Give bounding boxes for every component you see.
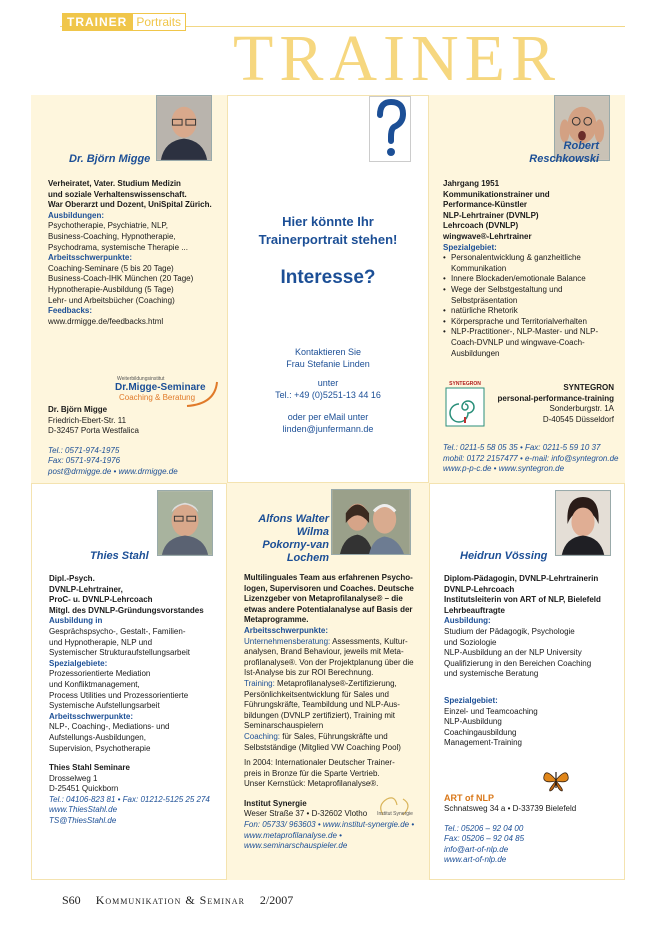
paragraph-text: Metaprofilanalyse®-Zertifizierung, Persönlichkeitsentwicklung für Sales und Führungskräfte, Teambildung und NLP-Aus-bildungen (DVNLP zertifiziert), Training mit Seminarschauspielern xyxy=(244,678,400,731)
contact-line[interactable]: www.seminarschauspieler.de xyxy=(244,841,348,851)
address-line: personal-performance-training xyxy=(497,393,614,403)
section-heading: Spezialgebiet: xyxy=(443,242,497,252)
intro-line: Performance-Künstler xyxy=(443,200,528,210)
text-line: Unser Kernstück: Metaprofilanalyse®. xyxy=(244,779,379,789)
text-line: NLP-, Coaching-, Mediations- und xyxy=(49,722,170,732)
address-line: Institut Synergie xyxy=(244,798,307,808)
trainer-last-name: Reschkowski xyxy=(529,153,599,165)
keyword: Training: xyxy=(244,678,275,688)
text-line: Coaching-Seminare (5 bis 20 Tage) xyxy=(48,263,174,273)
intro-line: logen, Supervisoren und Coaches. Deutsche xyxy=(244,583,414,593)
list-item: • Wege der Selbstgestaltung und Selbstpräsentation xyxy=(443,285,618,306)
intro-line: Verheiratet, Vater. Studium Medizin xyxy=(48,179,181,188)
page-footer xyxy=(62,893,305,908)
text-line: Hypnotherapie-Ausbildung (5 Tage) xyxy=(48,284,174,294)
contact-line[interactable]: www.p-p-c.de • www.syntegron.de xyxy=(443,464,565,474)
section-heading: Ausbildung in xyxy=(49,616,103,626)
intro-line: Metaprogramme. xyxy=(244,615,309,625)
trainer-names xyxy=(237,513,329,565)
trainer-name: Lochem xyxy=(286,552,329,564)
section-heading: Ausbildungen: xyxy=(48,210,104,220)
logo-text: SYNTEGRON xyxy=(449,381,481,387)
contact-line: Tel.: 05206 – 92 04 00 xyxy=(444,823,524,833)
badge-portraits: Portraits xyxy=(132,13,186,31)
text-line: Qualifizierung in den Bereichen Coaching xyxy=(444,658,592,668)
intro-line: Mitgl. des DVNLP-Gründungsvorstandes xyxy=(49,605,204,615)
text-line: In 2004: Internationaler Deutscher Trainer- xyxy=(244,758,395,768)
trainer-name: Thies Stahl xyxy=(90,550,149,562)
text-line: Psychodrama, systemische Therapie ... xyxy=(48,242,188,252)
portrait-photo xyxy=(156,95,212,161)
ad-email[interactable]: linden@junfermann.de xyxy=(282,424,374,434)
feedback-link[interactable]: www.drmigge.de/feedbacks.html xyxy=(48,316,164,326)
trainer-name: Alfons Walter xyxy=(258,513,329,525)
address-block xyxy=(444,792,624,866)
paragraph xyxy=(244,637,424,679)
paragraph-text: Assessments, Kultur-analysen, Brand Behaviour, jeweils mit Meta-profilanalyse®. Von der Projektplanung über die Ist-Analyse bis zur ROI Berechnung. xyxy=(244,636,414,678)
address-line: Weser Straße 37 • D-32602 Vlotho xyxy=(244,809,368,819)
address-line: Drosselweg 1 xyxy=(49,773,98,783)
ad-contact-person: Frau Stefanie Linden xyxy=(286,359,370,369)
text-line: Einzel- und Teamcoaching xyxy=(444,706,538,716)
org-name: ART of NLP xyxy=(444,793,494,803)
paragraph xyxy=(244,679,424,732)
paragraph-text: für Sales, Führungskräfte und Selbstständige (Mitglied VW Coaching Pool) xyxy=(244,731,401,752)
address-line: Dr. Björn Migge xyxy=(48,405,108,414)
badge-trainer: TRAINER xyxy=(62,13,132,31)
text-line: und Konfliktmanagement, xyxy=(49,679,140,689)
section-heading: Spezialgebiet: xyxy=(444,695,498,705)
keyword: Coaching: xyxy=(244,731,281,741)
contact-block xyxy=(443,443,623,475)
ad-contact-5: oder per eMail unter xyxy=(287,412,369,422)
card-body xyxy=(443,179,618,359)
intro-line: DVNLP-Lehrtrainer, xyxy=(49,584,123,594)
ad-headline-1: Hier könnte Ihr xyxy=(282,214,374,229)
card-body xyxy=(49,574,227,827)
trainer-name: Pokorny-van xyxy=(262,539,329,551)
section-badge xyxy=(62,13,186,31)
trainer-card-migge xyxy=(31,95,227,483)
page-number: S60 xyxy=(62,893,81,907)
spiral-icon xyxy=(445,387,485,427)
list-item: • natürliche Rhetorik xyxy=(443,306,618,317)
list-item: • Körpersprache und Territorialverhalten xyxy=(443,317,618,328)
trainer-first-name: Robert xyxy=(563,140,599,152)
trainer-card-voessing xyxy=(429,483,625,880)
text-line: Systemischer Strukturaufstellungsarbeit xyxy=(49,648,190,658)
address-line: Thies Stahl Seminare xyxy=(49,763,130,773)
paragraph xyxy=(244,732,424,753)
text-line: und Hypnotherapie, NLP und xyxy=(49,637,153,647)
section-heading: Arbeitsschwerpunkte: xyxy=(244,625,329,635)
intro-line: War Oberarzt und Dozent, UniSpital Zürich. xyxy=(48,200,212,210)
text-line: Coachingausbildung xyxy=(444,727,517,737)
contact-line[interactable]: post@drmigge.de • www.drmigge.de xyxy=(48,466,178,476)
text-line: Business-Coach-IHK München (20 Tage) xyxy=(48,274,194,284)
intro-line: Lehrcoach (DVNLP) xyxy=(443,221,519,231)
portrait-photo xyxy=(157,490,213,556)
address-line: Friedrich-Ebert-Str. 11 xyxy=(48,415,127,425)
contact-line: Tel.: 04106-823 81 • Fax: 01212-5125 25 274 xyxy=(49,794,210,804)
advertisement-card xyxy=(227,95,429,483)
address-block xyxy=(48,405,223,478)
ad-contact-3: unter xyxy=(317,378,339,388)
intro-line: Lizenzgeber von Metaprofilanalyse® – die xyxy=(244,594,403,604)
contact-line[interactable]: mobil: 0172 2157477 • e-mail: info@syntegron.de xyxy=(443,453,619,463)
ad-contact-1: Kontaktieren Sie xyxy=(294,347,362,357)
card-body xyxy=(444,574,624,749)
text-line: preis in Bronze für die Sparte Vertrieb. xyxy=(244,768,380,778)
text-line: Gesprächspsycho-, Gestalt-, Familien- xyxy=(49,626,186,636)
keyword: Unternehmensberatung: xyxy=(244,636,331,646)
section-heading: Arbeitsschwerpunkte: xyxy=(49,711,134,721)
intro-line: Dipl.-Psych. xyxy=(49,574,95,583)
contact-line[interactable]: www.metaprofilanalyse.de • xyxy=(244,830,342,840)
intro-line: Institutsleiterin von ART of NLP, Bielefeld xyxy=(444,595,601,605)
contact-line[interactable]: info@art-of-nlp.de xyxy=(444,844,509,854)
address-line: SYNTEGRON xyxy=(563,383,614,392)
contact-line[interactable]: www.art-of-nlp.de xyxy=(444,855,507,865)
list-item: • Innere Blockaden/emotionale Balance xyxy=(443,274,618,285)
intro-line: NLP-Lehrtrainer (DVNLP) xyxy=(443,210,539,220)
logo-sub-text: Coaching & Beratung xyxy=(119,393,196,402)
intro-line: etwas andere Potentialanalyse auf Basis der xyxy=(244,604,413,614)
address-line: Schnatsweg 34 a • D-33739 Bielefeld xyxy=(444,804,577,813)
text-line: Prozessorientierte Mediation xyxy=(49,669,151,679)
magazine-name: Kommunikation & Seminar xyxy=(95,893,245,907)
list-item: • Personalentwicklung & ganzheitliche Kommunikation xyxy=(443,253,618,274)
ad-interesse: Interesse? xyxy=(280,267,376,288)
page-title: TRAINER xyxy=(233,22,561,95)
intro-line: ProC- u. DVNLP-Lehrcoach xyxy=(49,595,153,605)
portrait-photo xyxy=(331,489,411,555)
card-body xyxy=(48,179,223,327)
section-heading: Spezialgebiete: xyxy=(49,658,108,668)
trainer-name: Heidrun Vössing xyxy=(460,550,548,562)
section-heading: Arbeitsschwerpunkte: xyxy=(48,253,133,263)
trainer-name: Wilma xyxy=(296,526,329,538)
question-mark-icon xyxy=(369,96,411,162)
section-heading: Ausbildung: xyxy=(444,616,491,626)
contact-line: Tel.: 0211-5 58 05 35 • Fax: 0211-5 59 10 37 xyxy=(443,443,601,452)
text-line: Process Utilities und Prozessorientierte xyxy=(49,690,189,700)
address-line: Sonderburgstr. 1A xyxy=(549,404,614,414)
intro-line: und soziale Verhaltenswissenschaft. xyxy=(48,189,187,199)
text-line: Business-Coaching, Hypnotherapie, xyxy=(48,231,176,241)
ad-headline-2: Trainerportrait stehen! xyxy=(258,232,398,247)
synergie-logo xyxy=(373,795,417,829)
portrait-photo xyxy=(555,490,611,556)
address-line: D-32457 Porta Westfalica xyxy=(48,426,140,436)
text-line: Supervision, Psychotherapie xyxy=(49,743,151,753)
issue-number: 2/2007 xyxy=(259,893,294,907)
section-heading: Feedbacks: xyxy=(48,306,93,316)
contact-line: Fax: 05206 – 92 04 85 xyxy=(444,834,525,844)
text-line: NLP-Ausbildung xyxy=(444,717,502,727)
contact-line[interactable]: www.ThiesStahl.de xyxy=(49,805,118,815)
trainer-card-reschkowski xyxy=(429,95,625,483)
contact-line[interactable]: Fon: 05733/ 963603 • www.institut-synergie.de • xyxy=(244,820,415,830)
logo-main-text: Dr.Migge-Seminare xyxy=(115,382,206,393)
intro-line: Jahrgang 1951 xyxy=(443,179,500,188)
contact-line: Fax: 0571-974-1976 xyxy=(48,456,121,466)
intro-line: wingwave®-Lehrtrainer xyxy=(443,231,532,241)
text-line: Psychotherapie, Psychiatrie, NLP, xyxy=(48,221,168,231)
intro-line: Kommunikationstrainer und xyxy=(443,189,550,199)
logo-small-text: Weiterbildungsinstitut xyxy=(117,376,165,382)
address-block xyxy=(489,383,614,425)
butterfly-icon xyxy=(542,768,570,792)
trainer-card-synergie xyxy=(227,483,429,880)
text-line: Lehr- und Arbeitsbücher (Coaching) xyxy=(48,295,175,305)
specialty-list xyxy=(443,253,618,359)
logo-text: Institut Synergie xyxy=(377,811,413,817)
trainer-name xyxy=(489,140,599,166)
intro-line: Multilinguales Team aus erfahrenen Psycho- xyxy=(244,573,413,582)
list-item: • NLP-Practitioner-, NLP-Master- und NLP-Coach-DVNLP und wingwave-Coach-Ausbildungen xyxy=(443,327,618,359)
contact-line[interactable]: TS@ThiesStahl.de xyxy=(49,816,117,826)
ad-phone: Tel.: +49 (0)5251-13 44 16 xyxy=(275,390,381,400)
intro-line: Lehrbeauftragte xyxy=(444,605,505,615)
address-line: D-40545 Düsseldorf xyxy=(542,414,614,424)
intro-line: Diplom-Pädagogin, DVNLP-Lehrtrainerin xyxy=(444,574,599,583)
text-line: Aufstellungs-Ausbildungen, xyxy=(49,732,146,742)
text-line: Systemische Aufstellungsarbeit xyxy=(49,701,160,711)
text-line: Studium der Pädagogik, Psychologie xyxy=(444,626,575,636)
text-line: und Soziologie xyxy=(444,637,497,647)
text-line: NLP-Ausbildung an der NLP University xyxy=(444,648,582,658)
text-line: und systemische Beratung xyxy=(444,669,539,679)
address-line: D-25451 Quickborn xyxy=(49,784,119,794)
syntegron-logo xyxy=(445,381,485,429)
contact-line: Tel.: 0571-974-1975 xyxy=(48,445,120,455)
logo-swoosh-icon xyxy=(185,378,221,408)
trainer-card-stahl xyxy=(31,483,227,880)
intro-line: DVNLP-Lehrcoach xyxy=(444,584,515,594)
trainer-name: Dr. Björn Migge xyxy=(69,153,151,165)
text-line: Management-Training xyxy=(444,738,522,748)
